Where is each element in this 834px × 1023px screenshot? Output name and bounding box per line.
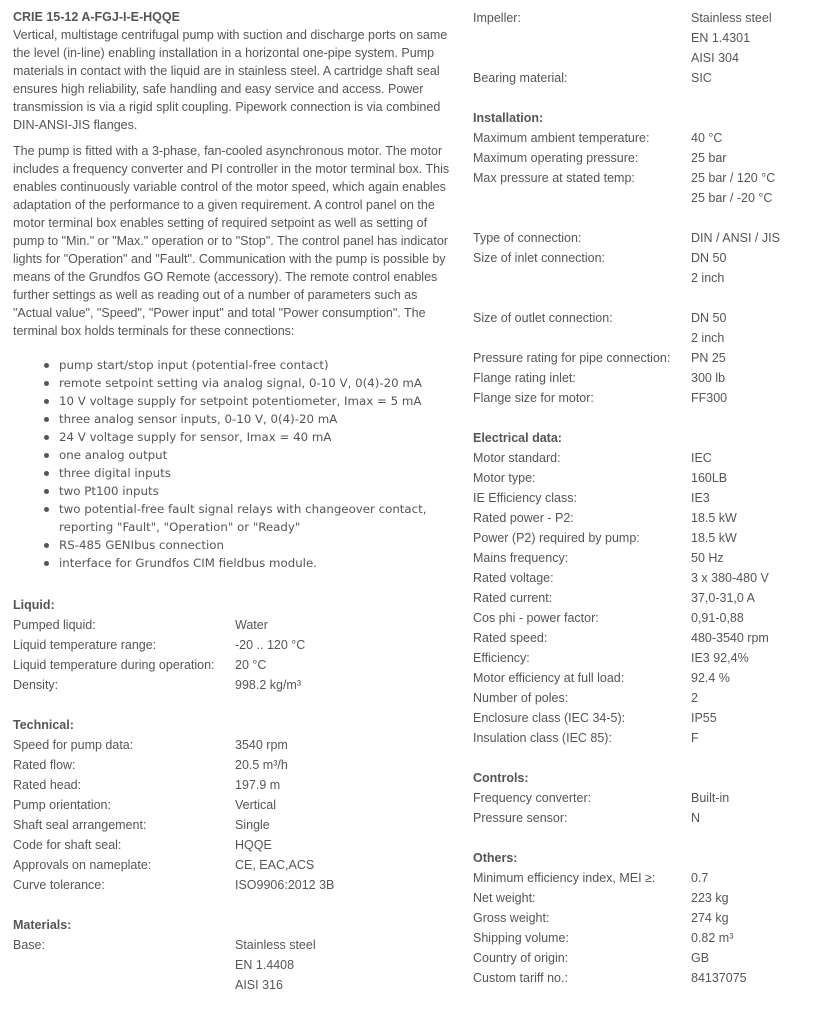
spec-section-electrical-data: [473, 428, 823, 748]
spec-label: Impeller:: [473, 11, 521, 25]
spec-value: 84137075: [691, 971, 747, 985]
spec-value: IP55: [691, 711, 717, 725]
spec-value: -20 .. 120 °C: [235, 638, 306, 652]
spec-row-pressure-rating-for-pipe-connection: [473, 348, 823, 368]
spec-section-installation: [473, 108, 823, 408]
spec-values: [235, 655, 453, 675]
spec-value: 0,91-0,88: [691, 611, 744, 625]
spec-values: [235, 855, 453, 875]
spec-row-impeller: [473, 8, 823, 68]
spec-value: Single: [235, 818, 270, 832]
spec-value: 2 inch: [691, 271, 725, 285]
spec-row-max-pressure-at-stated-temp: [473, 168, 823, 208]
spec-value: 25 bar: [691, 151, 727, 165]
spec-label: [473, 288, 691, 308]
spec-label: Pressure rating for pipe connection:: [473, 351, 671, 365]
spec-label: Cos phi - power factor:: [473, 611, 599, 625]
spec-label: Bearing material:: [473, 71, 568, 85]
spec-values: [235, 835, 453, 855]
spec-label: Minimum efficiency index, MEI ≥:: [473, 871, 656, 885]
spec-value: 25 bar / -20 °C: [691, 191, 773, 205]
spec-label: Size of inlet connection:: [473, 251, 606, 265]
spec-label: Rated speed:: [473, 631, 548, 645]
list-item: RS-485 GENIbus connection: [44, 536, 453, 554]
spec-label: Frequency converter:: [473, 791, 592, 805]
list-item: interface for Grundfos CIM fieldbus module.: [44, 554, 453, 572]
spec-value: 274 kg: [691, 911, 729, 925]
spec-value: ISO9906:2012 3B: [235, 878, 335, 892]
spec-value: 18.5 kW: [691, 511, 737, 525]
spec-row-shipping-volume: [473, 928, 823, 948]
spec-value: IE3: [691, 491, 710, 505]
materials-continued: [473, 8, 823, 88]
spec-row-flange-rating-inlet: [473, 368, 823, 388]
spec-value: DN 50: [691, 251, 727, 265]
list-item: pump start/stop input (potential-free contact): [44, 356, 453, 374]
spec-value: 0.7: [691, 871, 709, 885]
spec-label: Pumped liquid:: [13, 618, 96, 632]
spec-row-type-of-connection: [473, 228, 823, 248]
spec-value: GB: [691, 951, 710, 965]
spec-label: Motor type:: [473, 471, 536, 485]
spec-value: 40 °C: [691, 131, 723, 145]
spec-row-rated-head: [13, 775, 453, 795]
spec-label: Motor efficiency at full load:: [473, 671, 625, 685]
spec-label: Country of origin:: [473, 951, 569, 965]
spec-value: Built-in: [691, 791, 730, 805]
spec-row-pressure-sensor: [473, 808, 823, 828]
spec-row-mains-frequency: [473, 548, 823, 568]
spec-label: Mains frequency:: [473, 551, 569, 565]
spec-value: 223 kg: [691, 891, 729, 905]
spec-value: CE, EAC,ACS: [235, 858, 315, 872]
spec-row-flange-size-for-motor: [473, 388, 823, 408]
spec-label: Flange size for motor:: [473, 391, 594, 405]
spec-value: IEC: [691, 451, 712, 465]
spec-row-speed-for-pump-data: [13, 735, 453, 755]
spec-row-cos-phi-power-factor: [473, 608, 823, 628]
spec-label: Speed for pump data:: [13, 738, 134, 752]
spec-value: 18.5 kW: [691, 531, 737, 545]
spec-row-pumped-liquid: [13, 615, 453, 635]
spec-label: Power (P2) required by pump:: [473, 531, 640, 545]
spec-row-frequency-converter: [473, 788, 823, 808]
spec-values: [691, 228, 823, 248]
spec-value: DN 50: [691, 311, 727, 325]
spec-value: Vertical: [235, 798, 276, 812]
spec-values: [691, 348, 823, 368]
spec-label: Type of connection:: [473, 231, 582, 245]
spec-section-technical: [13, 715, 453, 895]
spec-row-pump-orientation: [13, 795, 453, 815]
spec-row-base: [13, 935, 453, 995]
spec-label: IE Efficiency class:: [473, 491, 577, 505]
section-title: Liquid:: [13, 598, 55, 612]
spec-section-materials: [13, 915, 453, 995]
spec-row-code-for-shaft-seal: [13, 835, 453, 855]
spec-label: Gross weight:: [473, 911, 550, 925]
spec-values: [691, 208, 823, 228]
spec-label: Max pressure at stated temp:: [473, 171, 635, 185]
spec-row-rated-voltage: [473, 568, 823, 588]
spec-row-rated-current: [473, 588, 823, 608]
spec-value: 0.82 m³: [691, 931, 734, 945]
spec-value: Stainless steel: [691, 11, 772, 25]
spec-value: 2 inch: [691, 331, 725, 345]
spec-label: Rated current:: [473, 591, 553, 605]
spec-value: 480-3540 rpm: [691, 631, 769, 645]
spec-row-curve-tolerance: [13, 875, 453, 895]
spec-values: [691, 168, 823, 208]
spec-label: Shipping volume:: [473, 931, 569, 945]
spec-values: [691, 468, 823, 488]
spec-label: Flange rating inlet:: [473, 371, 576, 385]
spec-label: Pump orientation:: [13, 798, 111, 812]
section-title: Technical:: [13, 718, 74, 732]
spec-values: [691, 528, 823, 548]
spec-values: [691, 368, 823, 388]
spec-label: [473, 208, 691, 228]
spec-values: [235, 755, 453, 775]
spec-value: 3540 rpm: [235, 738, 288, 752]
spec-value: 300 lb: [691, 371, 726, 385]
spec-value: 25 bar / 120 °C: [691, 171, 776, 185]
spec-values: [691, 728, 823, 748]
right-column: [473, 8, 823, 988]
spec-values: [691, 8, 823, 68]
section-title: Installation:: [473, 111, 544, 125]
spec-values: [691, 568, 823, 588]
spec-value: 37,0-31,0 A: [691, 591, 755, 605]
spec-values: [691, 148, 823, 168]
spec-value: AISI 304: [691, 51, 739, 65]
spec-value: F: [691, 731, 699, 745]
spec-value: EN 1.4408: [235, 958, 295, 972]
spec-values: [691, 908, 823, 928]
description-paragraph-2: The pump is fitted with a 3-phase, fan-cooled asynchronous motor. The motor includes a frequency converter and PI controller in the motor terminal box. This enables continuously variable control of the motor speed, which again enables adaptation of the performance to a given requirement. A control panel on the motor terminal box enables setting of required setpoint as well as setting of pump to "Min." or "Max." operation or to "Stop". The control panel has indicator lights for "Operation" and "Fault". Communication with the pump is possible by means of the Grundfos GO Remote (accessory). The remote control enables further settings as well as reading out of a number of parameters such as "Actual value", "Speed", "Power input" and total "Power consumption". The terminal box holds terminals for these connections:: [13, 144, 450, 338]
spec-values: [691, 488, 823, 508]
spec-label: Efficiency:: [473, 651, 530, 665]
left-column: [13, 8, 453, 995]
spec-values: [691, 288, 823, 308]
spec-value: 3 x 380-480 V: [691, 571, 769, 585]
spec-label: Shaft seal arrangement:: [13, 818, 147, 832]
spec-section-others: [473, 848, 823, 988]
spec-label: Rated head:: [13, 778, 82, 792]
spec-value: DIN / ANSI / JIS: [691, 231, 780, 245]
spec-value: 998.2 kg/m³: [235, 678, 302, 692]
list-item: 24 V voltage supply for sensor, Imax = 40 mA: [44, 428, 453, 446]
spec-label: Rated flow:: [13, 758, 76, 772]
spec-values: [691, 708, 823, 728]
section-title: Electrical data:: [473, 431, 562, 445]
spec-value: PN 25: [691, 351, 726, 365]
list-item: three analog sensor inputs, 0-10 V, 0(4)-20 mA: [44, 410, 453, 428]
spec-values: [235, 775, 453, 795]
spec-values: [235, 875, 453, 895]
spec-label: Maximum ambient temperature:: [473, 131, 650, 145]
spec-values: [691, 808, 823, 828]
spec-row-motor-standard: [473, 448, 823, 468]
spec-value: 20.5 m³/h: [235, 758, 288, 772]
spec-values: [691, 788, 823, 808]
spec-label: Custom tariff no.:: [473, 971, 568, 985]
spec-label: Liquid temperature during operation:: [13, 658, 215, 672]
spec-value: 160LB: [691, 471, 728, 485]
product-title: CRIE 15-12 A-FGJ-I-E-HQQE: [13, 10, 180, 24]
left-spec-sections: [13, 595, 453, 995]
spec-row-liquid-temperature-range: [13, 635, 453, 655]
spec-row-size-of-inlet-connection: [473, 248, 823, 288]
spec-row-rated-flow: [13, 755, 453, 775]
spec-label: Motor standard:: [473, 451, 561, 465]
spec-values: [691, 68, 823, 88]
terminal-connections-list: [44, 356, 453, 572]
spec-label: Rated power - P2:: [473, 511, 574, 525]
spec-values: [235, 815, 453, 835]
spec-values: [235, 935, 453, 995]
spec-value: Water: [235, 618, 268, 632]
spec-section-controls: [473, 768, 823, 828]
spec-label: Code for shaft seal:: [13, 838, 122, 852]
spec-label: Insulation class (IEC 85):: [473, 731, 612, 745]
spec-section-liquid: [13, 595, 453, 695]
spec-row-size-of-outlet-connection: [473, 308, 823, 348]
spec-values: [691, 508, 823, 528]
spec-value: HQQE: [235, 838, 272, 852]
spec-values: [235, 795, 453, 815]
spec-row-minimum-efficiency-index-mei: [473, 868, 823, 888]
spec-values: [691, 248, 823, 288]
spec-label: Maximum operating pressure:: [473, 151, 639, 165]
spec-row-bearing-material: [473, 68, 823, 88]
spec-values: [691, 888, 823, 908]
spec-value: EN 1.4301: [691, 31, 751, 45]
spec-label: Liquid temperature range:: [13, 638, 157, 652]
spec-values: [691, 968, 823, 988]
spec-value: [691, 288, 823, 308]
spec-row-blank: [473, 288, 823, 308]
spec-value: 92.4 %: [691, 671, 730, 685]
spec-row-number-of-poles: [473, 688, 823, 708]
spec-label: Density:: [13, 678, 59, 692]
spec-row-maximum-ambient-temperature: [473, 128, 823, 148]
spec-value: 20 °C: [235, 658, 267, 672]
spec-values: [691, 628, 823, 648]
list-item: two potential-free fault signal relays with changeover contact, reporting "Fault", "Operation" or "Ready": [44, 500, 453, 536]
list-item: one analog output: [44, 446, 453, 464]
spec-row-shaft-seal-arrangement: [13, 815, 453, 835]
spec-row-motor-type: [473, 468, 823, 488]
spec-label: Rated voltage:: [473, 571, 554, 585]
spec-row-blank: [473, 208, 823, 228]
section-title: Materials:: [13, 918, 72, 932]
spec-values: [235, 675, 453, 695]
spec-label: Base:: [13, 938, 45, 952]
spec-label: Enclosure class (IEC 34-5):: [473, 711, 626, 725]
spec-row-gross-weight: [473, 908, 823, 928]
spec-row-rated-power-p2: [473, 508, 823, 528]
spec-value: 197.9 m: [235, 778, 281, 792]
spec-row-country-of-origin: [473, 948, 823, 968]
spec-row-approvals-on-nameplate: [13, 855, 453, 875]
spec-value: 50 Hz: [691, 551, 724, 565]
spec-values: [691, 648, 823, 668]
spec-label: Size of outlet connection:: [473, 311, 613, 325]
spec-values: [691, 448, 823, 468]
spec-value: [691, 208, 823, 228]
spec-values: [235, 615, 453, 635]
spec-label: Pressure sensor:: [473, 811, 568, 825]
spec-value: IE3 92,4%: [691, 651, 749, 665]
spec-values: [691, 948, 823, 968]
spec-row-custom-tariff-no: [473, 968, 823, 988]
spec-row-ie-efficiency-class: [473, 488, 823, 508]
spec-values: [691, 588, 823, 608]
list-item: two Pt100 inputs: [44, 482, 453, 500]
spec-value: AISI 316: [235, 978, 283, 992]
spec-values: [691, 688, 823, 708]
list-item: 10 V voltage supply for setpoint potentiometer, Imax = 5 mA: [44, 392, 453, 410]
list-item: three digital inputs: [44, 464, 453, 482]
section-title: Others:: [473, 851, 518, 865]
spec-values: [235, 635, 453, 655]
spec-value: 2: [691, 691, 698, 705]
spec-value: SIC: [691, 71, 712, 85]
spec-row-motor-efficiency-at-full-load: [473, 668, 823, 688]
spec-values: [691, 548, 823, 568]
spec-values: [691, 868, 823, 888]
spec-row-net-weight: [473, 888, 823, 908]
spec-label: Net weight:: [473, 891, 536, 905]
spec-row-power-p2-required-by-pump: [473, 528, 823, 548]
section-title: Controls:: [473, 771, 529, 785]
spec-values: [235, 735, 453, 755]
spec-values: [691, 388, 823, 408]
spec-label: Number of poles:: [473, 691, 569, 705]
spec-row-insulation-class-iec-85: [473, 728, 823, 748]
list-item: remote setpoint setting via analog signal, 0-10 V, 0(4)-20 mA: [44, 374, 453, 392]
spec-row-enclosure-class-iec-34-5: [473, 708, 823, 728]
spec-row-maximum-operating-pressure: [473, 148, 823, 168]
right-spec-sections: [473, 108, 823, 988]
spec-value: FF300: [691, 391, 728, 405]
spec-label: Curve tolerance:: [13, 878, 105, 892]
spec-value: Stainless steel: [235, 938, 316, 952]
spec-value: N: [691, 811, 701, 825]
spec-values: [691, 308, 823, 348]
spec-values: [691, 608, 823, 628]
spec-values: [691, 668, 823, 688]
spec-row-rated-speed: [473, 628, 823, 648]
description-paragraph-1: Vertical, multistage centrifugal pump with suction and discharge ports on same the level (in-line) enabling installation in a horizontal one-pipe system. Pump materials in contact with the liquid are in stainless steel. A cartridge shaft seal ensures high reliability, safe handling and easy service and access. Power transmission is via a rigid split coupling. Pipework connection is via combined DIN-ANSI-JIS flanges.: [13, 28, 448, 132]
spec-label: Approvals on nameplate:: [13, 858, 152, 872]
spec-row-efficiency: [473, 648, 823, 668]
spec-values: [691, 928, 823, 948]
spec-values: [691, 128, 823, 148]
spec-row-density: [13, 675, 453, 695]
spec-row-liquid-temperature-during-operation: [13, 655, 453, 675]
